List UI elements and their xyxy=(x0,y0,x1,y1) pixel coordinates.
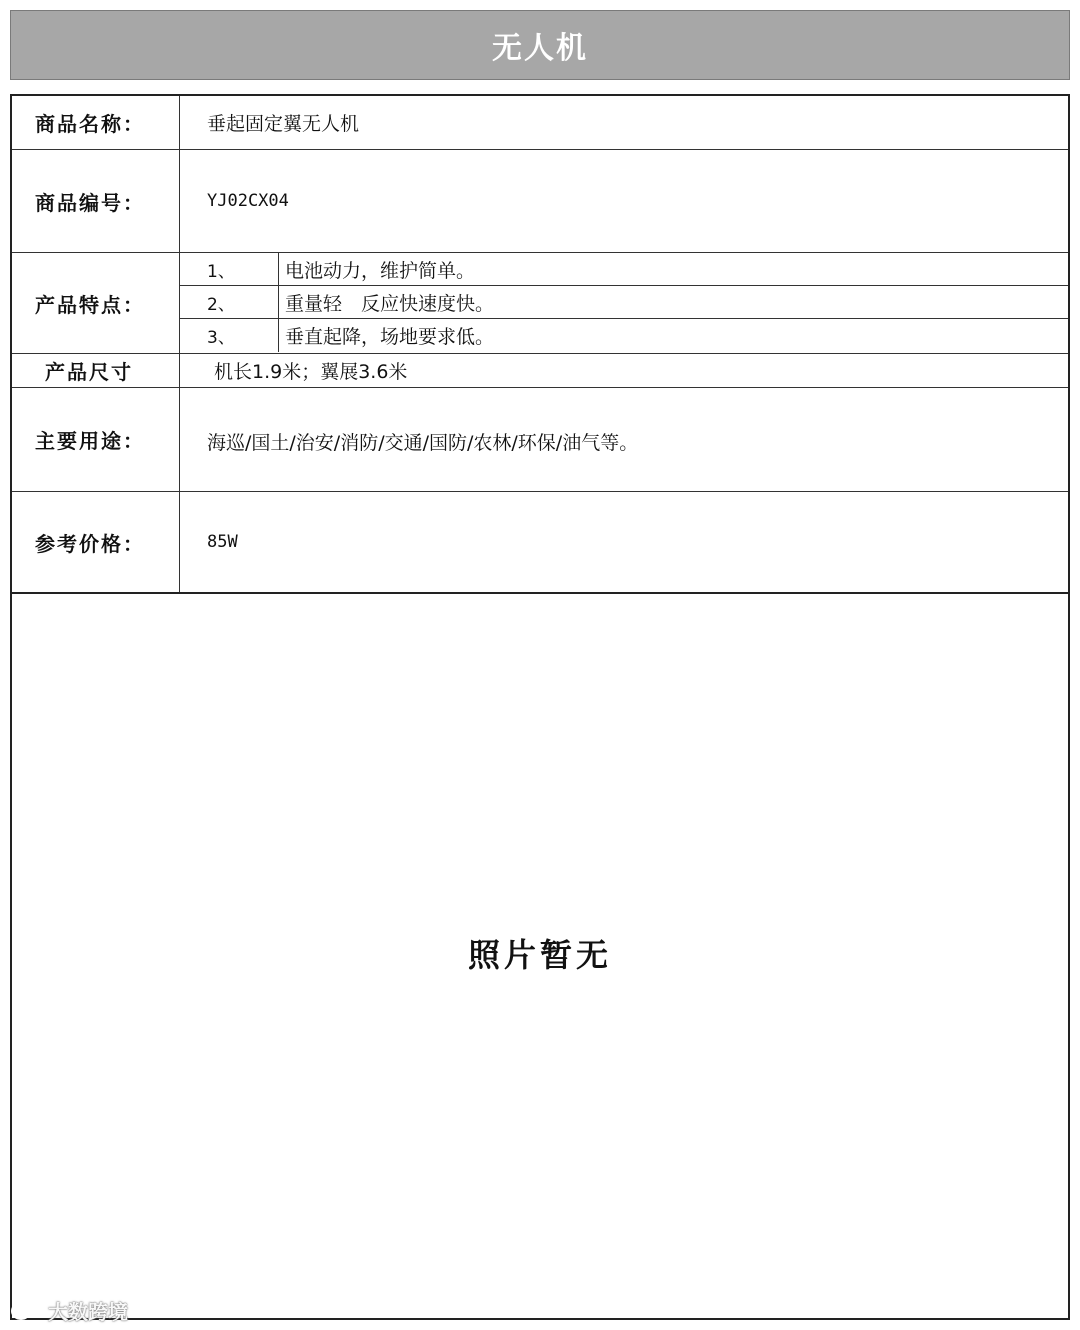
value-reference-price: 85W xyxy=(207,532,238,552)
page-title: 无人机 xyxy=(492,31,588,66)
feature-number: 3、 xyxy=(180,319,279,352)
value-product-usage: 海巡/国土/治安/消防/交通/国防/农林/环保/油气等。 xyxy=(207,432,639,454)
watermark-text: 大数跨境 xyxy=(48,1300,128,1324)
value-product-size: 机长1.9米；翼展3.6米 xyxy=(214,361,408,383)
label-product-size: 产品尺寸 xyxy=(12,354,180,387)
row-product-code xyxy=(12,150,1068,253)
feature-number: 1、 xyxy=(180,253,279,285)
watermark xyxy=(10,1296,128,1325)
label-product-features: 产品特点： xyxy=(12,253,180,353)
value-product-code: YJ02CX04 xyxy=(207,191,289,211)
feature-text: 重量轻 反应快速度快。 xyxy=(285,292,495,315)
row-product-name xyxy=(12,96,1068,150)
feature-text: 垂直起降，场地要求低。 xyxy=(285,326,495,348)
label-product-usage: 主要用途： xyxy=(12,388,180,491)
row-product-features xyxy=(12,253,1068,354)
label-product-code: 商品编号： xyxy=(12,150,180,252)
feature-row xyxy=(180,319,1068,352)
photo-area xyxy=(12,594,1068,1318)
label-reference-price: 参考价格： xyxy=(12,492,180,592)
photo-placeholder-text: 照片暂无 xyxy=(467,936,612,974)
row-reference-price xyxy=(12,492,1068,594)
feature-text: 电池动力，维护简单。 xyxy=(285,259,476,282)
feature-row xyxy=(180,253,1068,286)
feature-row xyxy=(180,286,1068,319)
title-bar xyxy=(10,10,1070,80)
value-product-name: 垂起固定翼无人机 xyxy=(207,113,360,135)
row-product-usage xyxy=(12,388,1068,492)
chat-bubble-icon xyxy=(10,1300,42,1322)
feature-number: 2、 xyxy=(180,286,279,318)
row-product-size xyxy=(12,354,1068,388)
product-sheet xyxy=(10,94,1070,1320)
label-product-name: 商品名称： xyxy=(12,96,180,149)
